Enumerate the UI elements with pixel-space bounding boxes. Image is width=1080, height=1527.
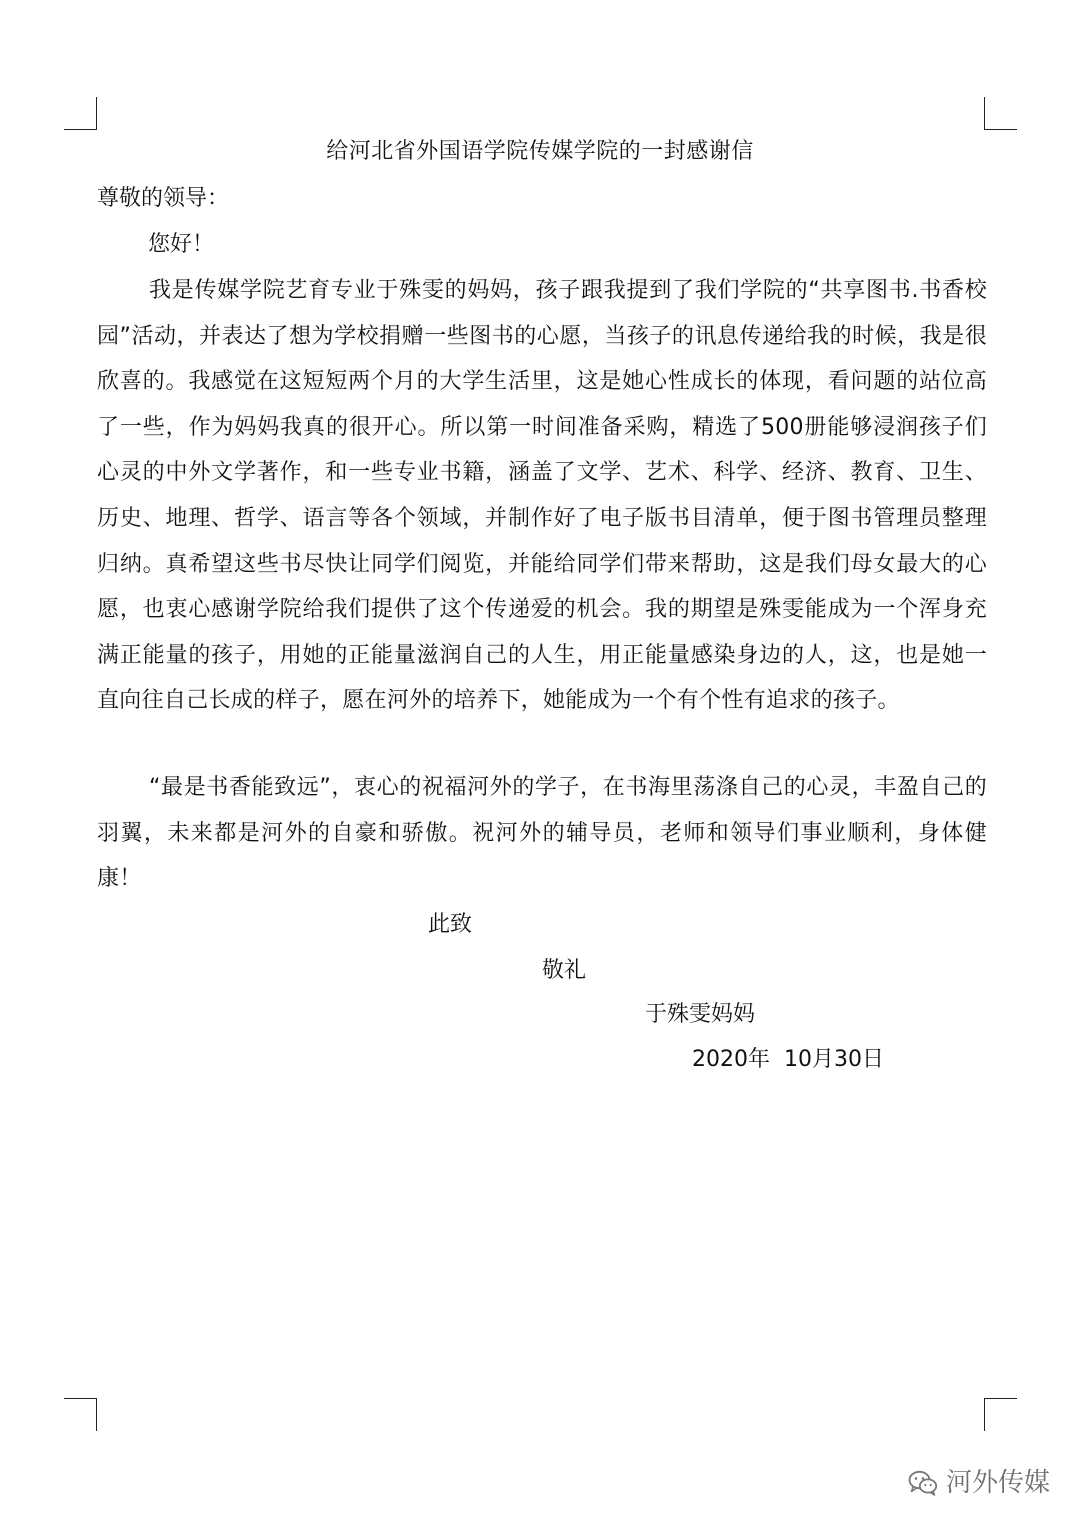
wechat-icon	[908, 1470, 938, 1496]
letter-closing-jingli: 敬礼	[542, 958, 587, 983]
crop-mark-top-left	[64, 97, 97, 130]
watermark	[908, 1468, 1050, 1498]
crop-mark-top-right	[984, 97, 1017, 130]
letter-signature: 于殊雯妈妈	[645, 1002, 756, 1027]
letter-salutation: 尊敬的领导：	[97, 186, 230, 211]
letter-greeting: 您好！	[148, 232, 215, 257]
letter-paragraph-1: 我是传媒学院艺育专业于殊雯的妈妈，孩子跟我提到了我们学院的“共享图书.书香校园”活动，并表达了想为学校捐赠一些图书的心愿，当孩子的讯息传递给我的时候，我是很欣喜的。我感觉在这短短两个月的大学生活里，这是她心性成长的体现，看问题的站位高了一些，作为妈妈我真的很开心。所以第一时间准备采购，精选了500册能够浸润孩子们心灵的中外文学著作，和一些专业书籍，涵盖了文学、艺术、科学、经济、教育、卫生、历史、地理、哲学、语言等各个领域，并制作好了电子版书目清单，便于图书管理员整理归纳。真希望这些书尽快让同学们阅览，并能给同学们带来帮助，这是我们母女最大的心愿，也衷心感谢学院给我们提供了这个传递爱的机会。我的期望是殊雯能成为一个浑身充满正能量的孩子，用她的正能量滋润自己的人生，用正能量感染身边的人，这，也是她一直向往自己长成的样子，愿在河外的培养下，她能成为一个有个性有追求的孩子。	[97, 278, 987, 714]
letter-closing-cizhi: 此致	[428, 912, 473, 937]
letter-paragraph-2: “最是书香能致远”，衷心的祝福河外的学子，在书海里荡涤自己的心灵，丰盈自己的羽翼，未来都是河外的自豪和骄傲。祝河外的辅导员，老师和领导们事业顺利，身体健康！	[97, 775, 987, 892]
letter-date: 2020年 10月30日	[692, 1047, 884, 1072]
crop-mark-bottom-left	[64, 1398, 97, 1431]
letter-title: 给河北省外国语学院传媒学院的一封感谢信	[326, 139, 754, 164]
crop-mark-bottom-right	[984, 1398, 1017, 1431]
watermark-text: 河外传媒	[945, 1468, 1050, 1498]
